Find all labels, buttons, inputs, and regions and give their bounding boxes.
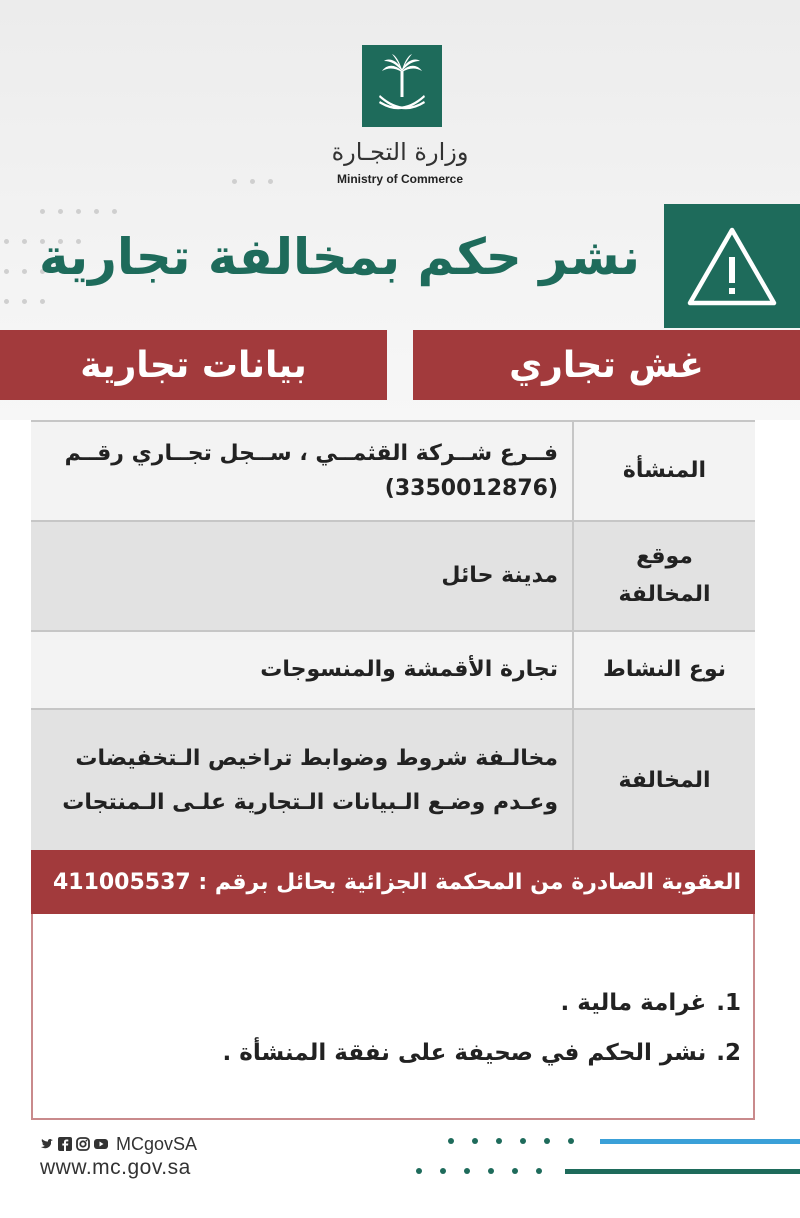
row-value-text: تجارة الأقمشة والمنسوجات <box>260 657 558 683</box>
row-value <box>31 422 572 520</box>
category-banner-commercial-data: بيانات تجارية <box>0 330 387 400</box>
penalty-header-text: العقوبة الصادرة من المحكمة الجزائية بحائل برقم : 411005537 <box>52 869 741 895</box>
row-value <box>31 632 572 708</box>
social-handle[interactable]: MCgovSA <box>116 1133 198 1154</box>
row-label-text: المخالفة <box>618 767 711 793</box>
violation-details-table <box>31 420 755 854</box>
row-label-text: موقع المخالفة <box>618 543 711 607</box>
row-label <box>572 422 755 520</box>
footer-decoration <box>410 1132 800 1182</box>
penalty-header <box>31 850 755 914</box>
list-item <box>223 1028 741 1078</box>
penalty-item-number: 2. <box>716 1040 741 1066</box>
row-label <box>572 522 755 630</box>
table-row <box>31 632 755 710</box>
instagram-icon[interactable] <box>76 1137 90 1151</box>
row-label-text: نوع النشاط <box>602 656 727 682</box>
row-value <box>31 710 572 852</box>
list-item <box>223 978 741 1028</box>
row-value-text: مدينة حائل <box>441 563 558 589</box>
row-value-text: فــرع شــركة القثمــي ، ســجل تجــاري رقــم (3350012876) <box>64 440 558 501</box>
warning-box <box>664 204 800 328</box>
table-row <box>31 522 755 632</box>
warning-triangle-icon <box>664 204 800 328</box>
facebook-icon[interactable] <box>58 1137 72 1151</box>
penalty-item-number: 1. <box>716 990 741 1016</box>
penalty-list <box>223 978 741 1078</box>
saudi-emblem-palm-swords-icon <box>362 45 442 127</box>
row-value-text: مخالـفة شروط وضوابط تراخيص الـتخفيضات وعـدم وضـع الـبيانات الـتجارية علـى الـمنتجات <box>62 746 558 815</box>
penalty-box <box>31 914 755 1120</box>
row-label-text: المنشأة <box>622 457 707 483</box>
ministry-logo <box>362 45 442 127</box>
youtube-icon[interactable] <box>94 1137 108 1151</box>
row-value <box>31 522 572 630</box>
penalty-item-text: نشر الحكم في صحيفة على نفقة المنشأة . <box>222 1040 707 1066</box>
row-label <box>572 632 755 708</box>
penalty-item-text: غرامة مالية . <box>560 990 707 1016</box>
table-row <box>31 710 755 854</box>
page-title: نشر حكم بمخالفة تجارية <box>39 228 640 286</box>
website-link[interactable]: www.mc.gov.sa <box>40 1156 191 1179</box>
social-links <box>40 1134 197 1154</box>
ministry-name-arabic: وزارة التجـارة <box>331 138 469 166</box>
table-row <box>31 422 755 522</box>
category-banner-fraud: غش تجاري <box>413 330 800 400</box>
row-label <box>572 710 755 852</box>
twitter-icon[interactable] <box>40 1137 54 1151</box>
ministry-name-english: Ministry of Commerce <box>336 172 464 186</box>
